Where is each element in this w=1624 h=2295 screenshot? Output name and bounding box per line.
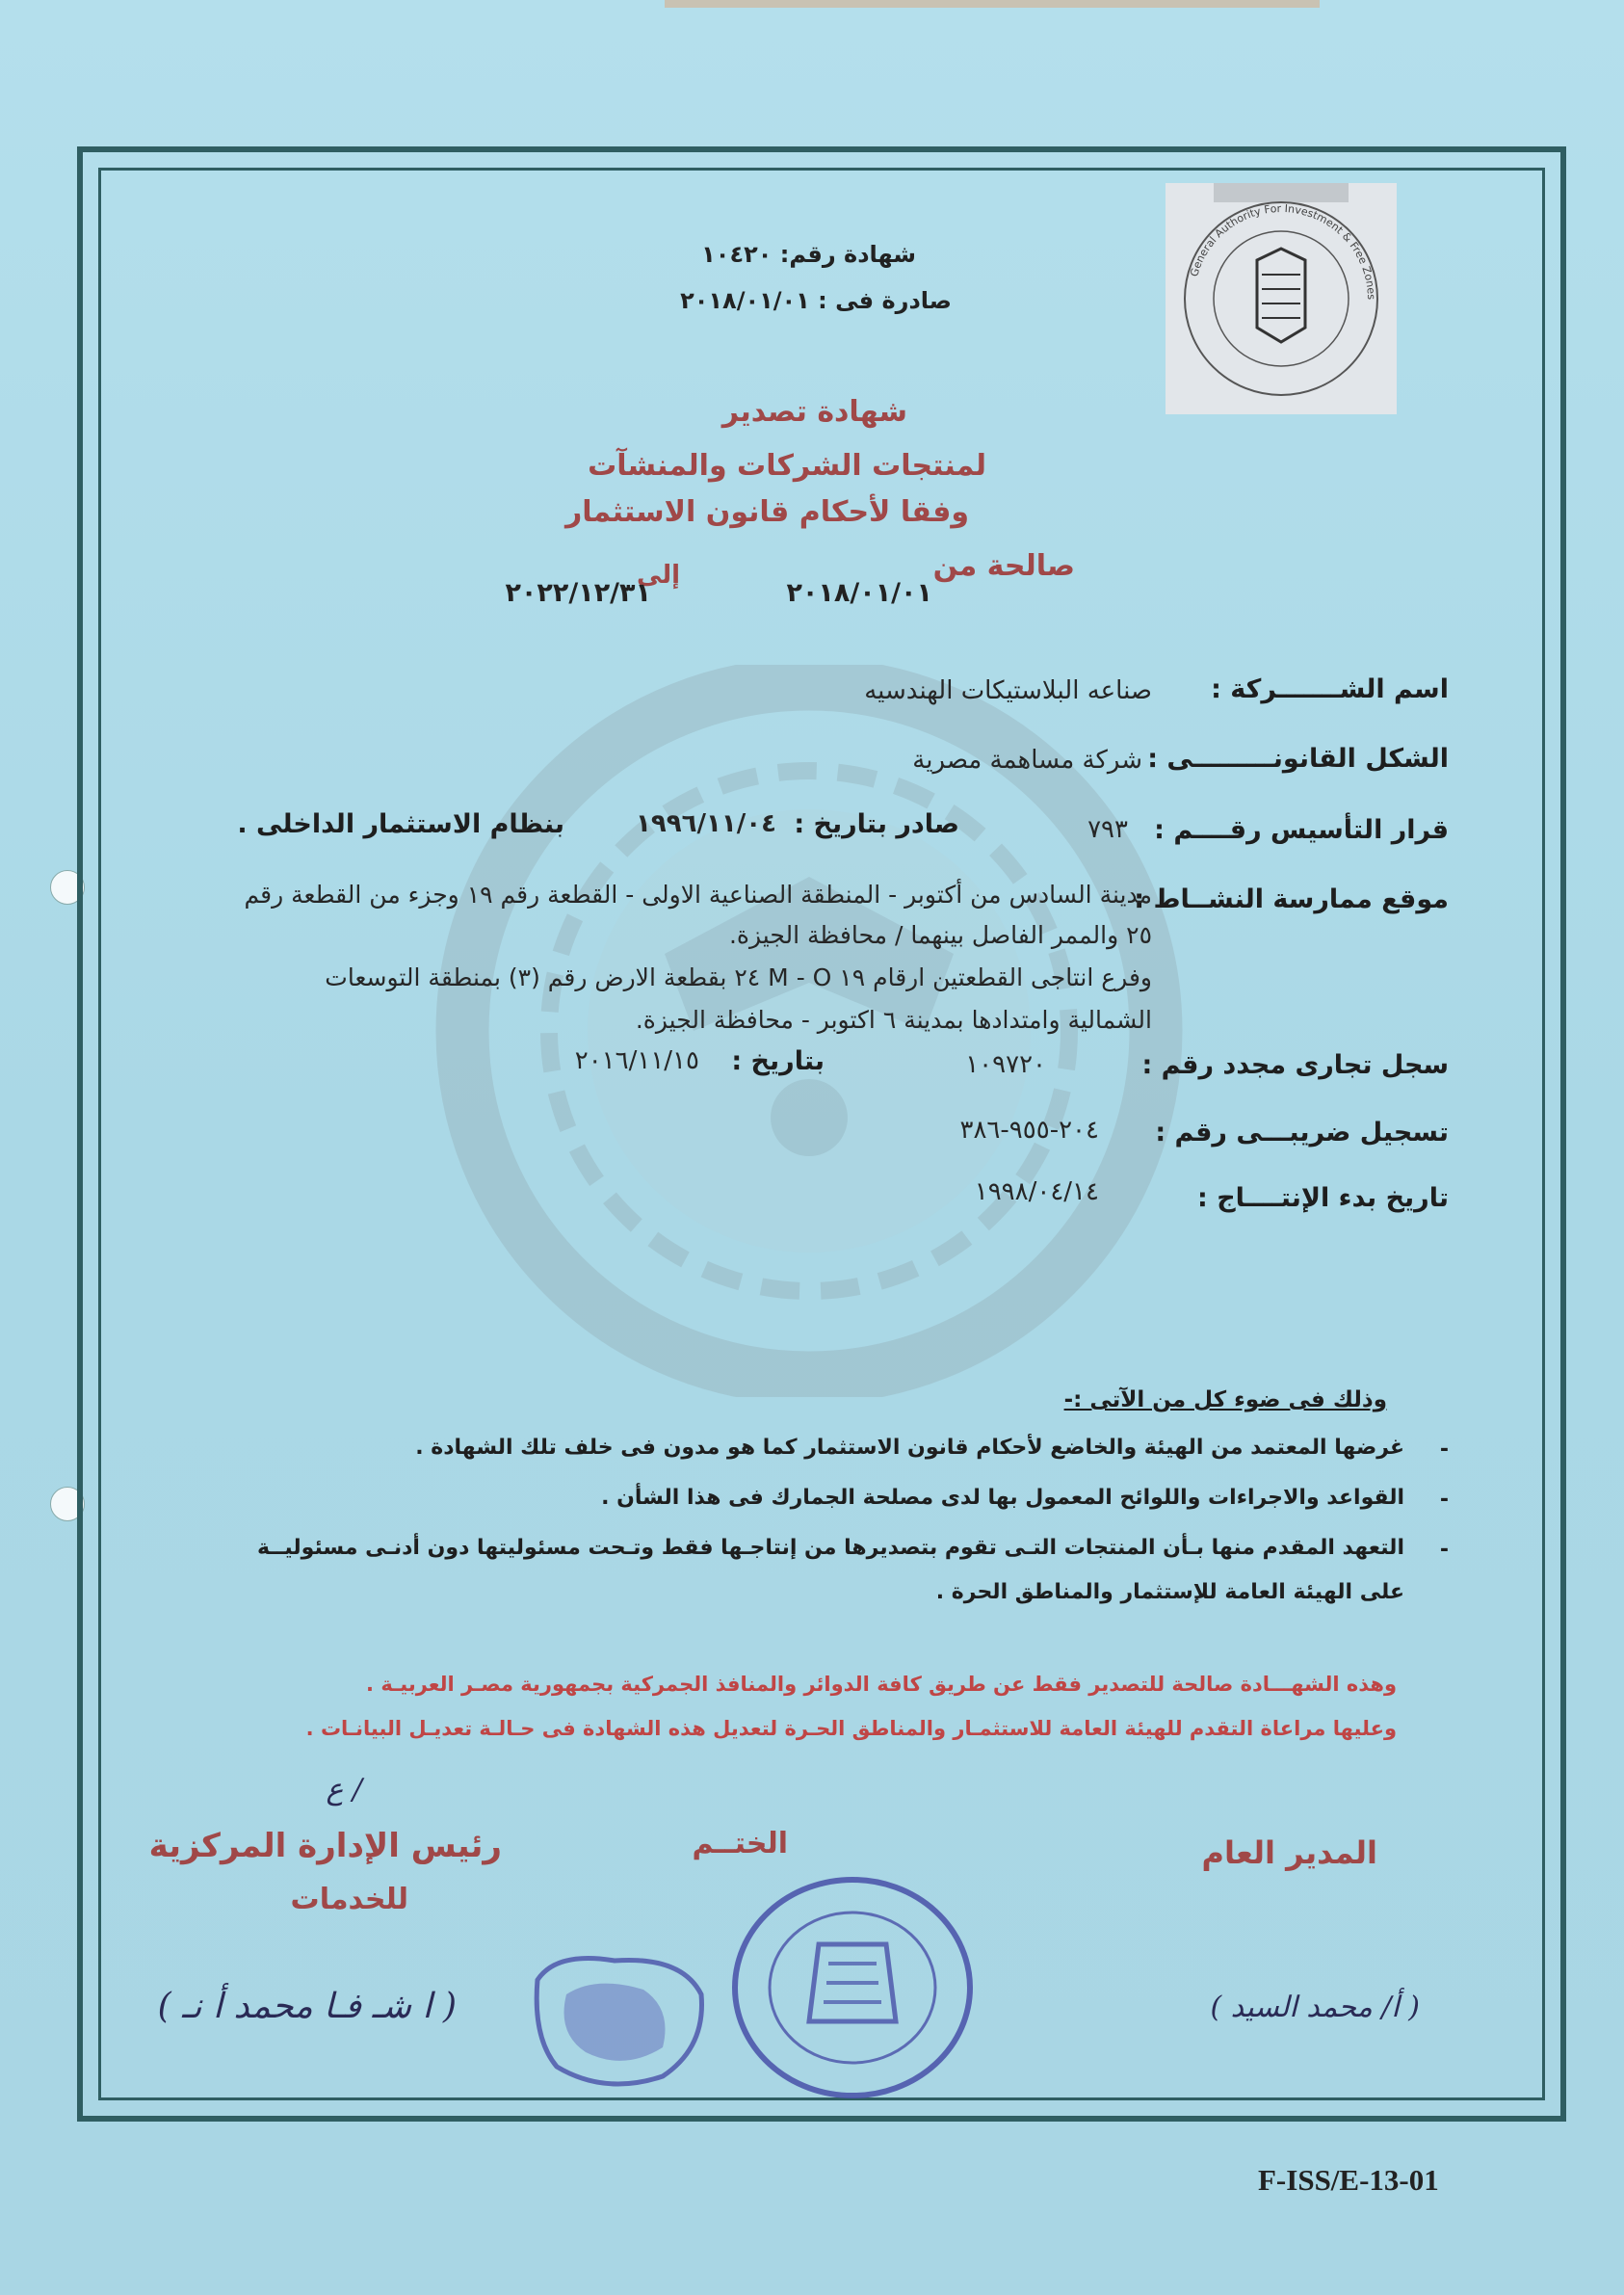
form-code: F-ISS/E-13-01 (1258, 2163, 1439, 2197)
title-line-2: لمنتجات الشركات والمنشآت (588, 449, 986, 483)
location-line-4: الشمالية وامتدادها بمدينة ٦ اكتوبر - محافظة الجيزة. (635, 1006, 1152, 1034)
general-manager-name: ( أ/ محمد السيد ) (1210, 1991, 1420, 2024)
condition-2: القواعد والاجراءات واللوائح المعمول بها لدى مصلحة الجمارك فى هذا الشأن . (601, 1486, 1404, 1510)
condition-bullet: - (1439, 1488, 1449, 1512)
validity-note-line-2: وعليها مراعاة التقدم للهيئة العامة للاستثمـار والمناطق الحـرة لتعديل هذه الشهادة فى حـالـة تعديـل البيانـات . (305, 1717, 1397, 1740)
location-label: موقع ممارسة النشــاط : (1134, 884, 1449, 914)
tax-register-number: ٢٠٤-٩٥٥-٣٨٦ (959, 1116, 1099, 1145)
legal-form: شركة مساهمة مصرية (912, 746, 1142, 775)
company-name-label: اسم الشـــــــركة : (1211, 674, 1449, 704)
title-line-1: شهادة تصدير (721, 395, 907, 429)
commercial-register-label: سجل تجارى مجدد رقم : (1141, 1050, 1449, 1080)
decree-label: قرار التأسيس رقــــم : (1154, 815, 1449, 845)
decree-number: ٧٩٣ (1087, 815, 1128, 844)
location-line-1: مدينة السادس من أكتوبر - المنطقة الصناعية الاولى - القطعة رقم ١٩ وجزء من القطعة رقم (244, 881, 1152, 909)
validity-note-line-1: وهذه الشهـــادة صالحة للتصدير فقط عن طريق كافة الدوائر والمنافذ الجمركية بجمهورية مصـر العربيـة . (366, 1673, 1397, 1696)
title-line-3: وفقا لأحكام قانون الاستثمار (565, 495, 969, 529)
valid-from-date: ٢٠١٨/٠١/٠١ (786, 578, 932, 608)
decree-date-label: صادر بتاريخ : (794, 809, 959, 839)
tax-register-label: تسجيل ضريبـــى رقم : (1155, 1118, 1449, 1148)
commercial-register-number: ١٠٩٧٢٠ (965, 1050, 1046, 1079)
location-line-3: وفرع انتاجى القطعتين ارقام ١٩ M - O ٢٤ بقطعة الارض رقم (٣) بمنطقة التوسعات (325, 963, 1152, 991)
authority-seal-box (1166, 183, 1397, 414)
left-signatory-name: ( ا شـ فـا محمد أ نـ ) (157, 1987, 457, 2026)
authority-seal-icon (1166, 183, 1397, 414)
condition-3-line-2: على الهيئة العامة للإستثمار والمناطق الحرة . (935, 1580, 1404, 1604)
condition-1: غرضها المعتمد من الهيئة والخاضع لأحكام قانون الاستثمار كما هو مدون فى خلف تلك الشهادة . (415, 1436, 1404, 1460)
decree-date: ١٩٩٦/١١/٠٤ (636, 809, 776, 838)
condition-bullet: - (1439, 1538, 1449, 1562)
seal-title: الختــم (692, 1827, 788, 1860)
valid-from-label: صالحة من (932, 549, 1075, 583)
conditions-intro: وذلك فى ضوء كل من الآتى :- (1063, 1387, 1387, 1412)
location-line-2: ٢٥ والممر الفاصل بينهما / محافظة الجيزة. (728, 921, 1152, 949)
production-start-date: ١٩٩٨/٠٤/١٤ (974, 1177, 1099, 1206)
official-stamp-icon (528, 1941, 711, 2096)
commercial-register-date-label: بتاريخ : (731, 1046, 825, 1076)
valid-to-date: ٢٠٢٢/١٢/٣١ (505, 578, 651, 608)
svg-text:General Authority For Investme: General Authority For Investment & Free Zones (1188, 201, 1378, 301)
decree-system: بنظام الاستثمار الداخلى . (237, 809, 564, 839)
paper-strip (665, 0, 1320, 8)
round-stamp-icon (722, 1867, 982, 2108)
commercial-register-date: ٢٠١٦/١١/١٥ (574, 1046, 699, 1075)
company-name: صناعه البلاستيكات الهندسيه (864, 676, 1152, 705)
general-manager-title: المدير العام (1201, 1834, 1377, 1871)
central-administration-title: رئيس الإدارة المركزية (148, 1827, 502, 1865)
left-signature-note: / ع (326, 1773, 362, 1807)
condition-bullet: - (1439, 1438, 1449, 1462)
legal-form-label: الشكل القانونـــــــــى : (1147, 744, 1449, 774)
valid-to-label: إلى (637, 561, 680, 590)
issue-date: صادرة فى : ٢٠١٨/٠١/٠١ (680, 287, 952, 314)
central-administration-title-2: للخدمات (290, 1883, 408, 1916)
condition-3-line-1: التعهد المقدم منها بـأن المنتجات التـى تقوم بتصديرها من إنتاجـها فقط وتـحت مسئوليتها دون أدنـى مسئوليــة (257, 1536, 1404, 1560)
certificate-number: شهادة رقم: ١٠٤٢٠ (701, 241, 916, 268)
production-start-label: تاريخ بدء الإنتــــاج : (1197, 1183, 1449, 1213)
